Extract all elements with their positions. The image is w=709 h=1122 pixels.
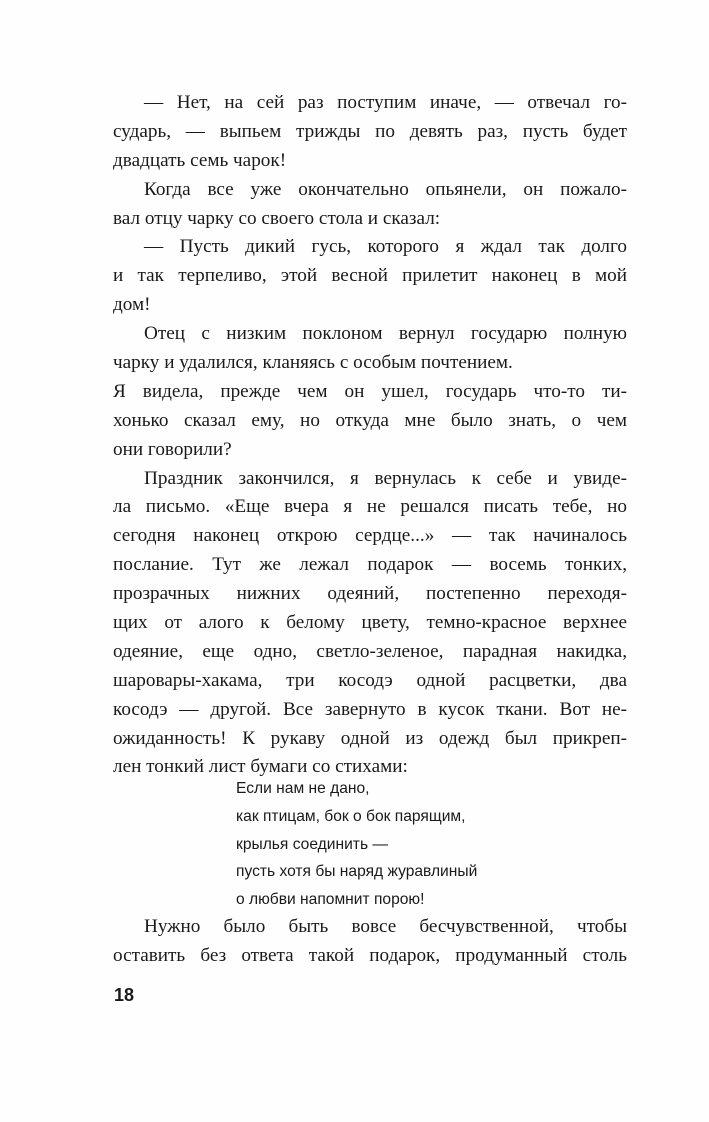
- text-line: Нужно было быть вовсе бесчувственной, чтобы: [144, 916, 627, 937]
- poem-line: Если нам не дано,: [236, 780, 370, 797]
- text-line: двадцать семь чарок!: [113, 149, 287, 171]
- continued-text: [113, 913, 627, 971]
- text-line: — Нет, на сей раз поступим иначе, — отвечал го-: [144, 92, 627, 113]
- text-line: Я видела, прежде чем он ушел, государь что-то ти-: [113, 380, 627, 402]
- text-line: шаровары-хакама, три косодэ одной расцветки, два: [113, 669, 627, 691]
- text-line: косодэ — другой. Все завернуто в кусок ткани. Вот не-: [113, 698, 627, 720]
- page-number: 18: [114, 985, 135, 1005]
- text-line: послание. Тут же лежал подарок — восемь тонких,: [113, 554, 627, 576]
- text-line: — Пусть дикий гусь, которого я ждал так долго: [144, 236, 627, 258]
- poem-line: о любви напомнит порою!: [236, 891, 425, 909]
- poem: [236, 775, 477, 914]
- poem-line: крылья соединить —: [236, 835, 389, 853]
- text-line: ла письмо. «Еще вчера я не решался писать тебе, но: [113, 496, 627, 518]
- text-line: они говорили?: [113, 438, 232, 460]
- text-line: одеяние, еще одно, светло-зеленое, парадная накидка,: [113, 640, 627, 662]
- text-line: лен тонкий лист бумаги со стихами:: [113, 756, 408, 778]
- text-line: Отец с низким поклоном вернул государю полную: [144, 323, 627, 345]
- main-text: [113, 89, 627, 782]
- text-line: вал отцу чарку со своего стола и сказал:: [113, 207, 441, 229]
- text-line: Праздник закончился, я вернулась к себе и увиде-: [144, 467, 627, 489]
- text-line: хонько сказал ему, но откуда мне было знать, о чем: [113, 409, 627, 431]
- text-line: ожиданность! К рукаву одной из одежд был прикреп-: [113, 727, 627, 749]
- text-line: Когда все уже окончательно опьянели, он пожало-: [144, 178, 627, 200]
- text-line: щих от алого к белому цвету, темно-красное верхнее: [113, 612, 627, 634]
- text-line: сударь, — выпьем трижды по девять раз, пусть будет: [113, 120, 627, 142]
- text-line: оставить без ответа такой подарок, продуманный столь: [113, 944, 627, 966]
- text-line: чарку и удалился, кланяясь с особым почтением.: [113, 352, 513, 374]
- text-line: и так терпеливо, этой весной прилетит наконец в мой: [113, 265, 627, 287]
- text-line: прозрачных нижних одеяний, постепенно переходя-: [113, 583, 627, 605]
- poem-line: как птицам, бок о бок парящим,: [236, 807, 466, 825]
- text-line: сегодня наконец открою сердце...» — так начиналось: [113, 525, 627, 547]
- text-line: дом!: [113, 294, 151, 316]
- poem-line: пусть хотя бы наряд журавлиный: [236, 863, 478, 881]
